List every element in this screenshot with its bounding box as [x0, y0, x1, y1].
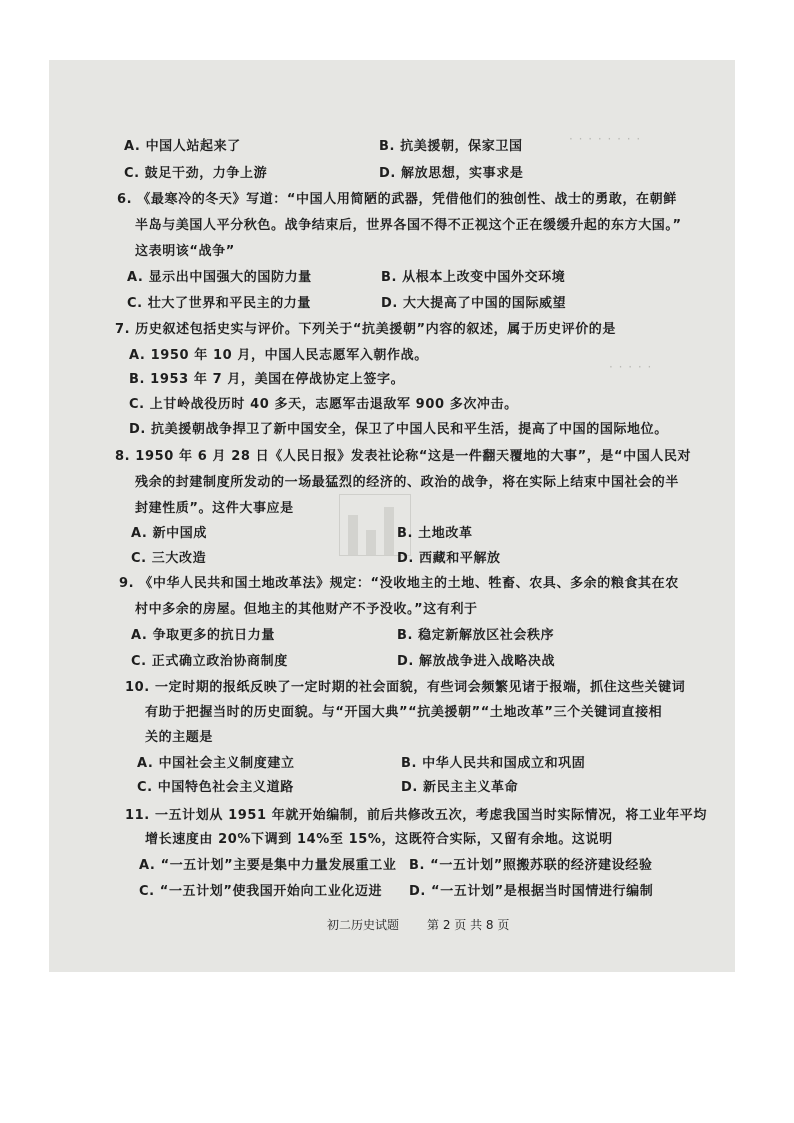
option-b: B. 抗美援朝，保家卫国 — [379, 139, 523, 154]
question-stem: 关的主题是 — [145, 730, 214, 745]
option-a: A. “一五计划”主要是集中力量发展重工业 — [139, 858, 397, 873]
question-stem: 9. 《中华人民共和国土地改革法》规定：“没收地主的土地、牲畜、农具、多余的粮食其在农 — [119, 576, 679, 591]
option-d: D. 解放战争进入战略决战 — [397, 654, 556, 669]
question-stem: 村中多余的房屋。但地主的其他财产不予没收。”这有利于 — [135, 602, 478, 617]
page-footer — [49, 916, 735, 940]
option-b: B. 从根本上改变中国外交环境 — [381, 270, 566, 285]
option-d: D. 大大提高了中国的国际威望 — [381, 296, 567, 311]
option-a: A. 争取更多的抗日力量 — [131, 628, 275, 643]
option-c: C. 上甘岭战役历时 40 多天，志愿军击退敌军 900 多次冲击。 — [129, 397, 518, 412]
question-stem: 封建性质”。这件大事应是 — [135, 501, 294, 516]
option-a: A. 中国社会主义制度建立 — [137, 756, 295, 771]
option-b: B. 土地改革 — [397, 526, 473, 541]
option-d: D. “一五计划”是根据当时国情进行编制 — [409, 884, 654, 899]
option-d: D. 解放思想，实事求是 — [379, 166, 524, 181]
option-b: B. 1953 年 7 月，美国在停战协定上签字。 — [129, 372, 405, 387]
option-a: A. 显示出中国强大的国防力量 — [127, 270, 312, 285]
question-stem: 增长速度由 20%下调到 14%至 15%，这既符合实际，又留有余地。这说明 — [145, 832, 613, 847]
question-stem: 有助于把握当时的历史面貌。与“开国大典”“抗美援朝”“土地改革”三个关键词直接相 — [145, 705, 663, 720]
option-c: C. 鼓足干劲，力争上游 — [124, 166, 268, 181]
option-c: C. “一五计划”使我国开始向工业化迈进 — [139, 884, 383, 899]
option-b: B. “一五计划”照搬苏联的经济建设经验 — [409, 858, 653, 873]
question-stem: 残余的封建制度所发动的一场最猛烈的经济的、政治的战争，将在实际上结束中国社会的半 — [135, 475, 680, 490]
question-stem: 8. 1950 年 6 月 28 日《人民日报》发表社论称“这是一件翻天覆地的大事”，是“中国人民对 — [115, 449, 692, 464]
option-b: B. 中华人民共和国成立和巩固 — [401, 756, 586, 771]
bleed-through: · · · · · — [609, 360, 653, 374]
option-a: A. 中国人站起来了 — [124, 139, 241, 154]
option-d: D. 西藏和平解放 — [397, 551, 501, 566]
option-a: A. 新中国成 — [131, 526, 207, 541]
footer-page-number: 第 2 页 共 8 页 — [427, 918, 510, 932]
question-stem: 6. 《最寒冷的冬天》写道：“中国人用简陋的武器，凭借他们的独创性、战士的勇敢，在朝鲜 — [117, 192, 677, 207]
question-stem: 7. 历史叙述包括史实与评价。下列关于“抗美援朝”内容的叙述，属于历史评价的是 — [115, 322, 616, 337]
scanned-page — [49, 60, 735, 972]
option-c: C. 正式确立政治协商制度 — [131, 654, 288, 669]
option-b: B. 稳定新解放区社会秩序 — [397, 628, 555, 643]
question-stem: 这表明该“战争” — [135, 244, 235, 259]
option-a: A. 1950 年 10 月，中国人民志愿军入朝作战。 — [129, 348, 428, 363]
question-stem: 10. 一定时期的报纸反映了一定时期的社会面貌，有些词会频繁见诸于报端，抓住这些关键词 — [125, 680, 686, 695]
question-stem: 半岛与美国人平分秋色。战争结束后，世界各国不得不正视这个正在缓缓升起的东方大国。” — [135, 218, 682, 233]
option-c: C. 中国特色社会主义道路 — [137, 780, 294, 795]
option-d: D. 抗美援朝战争捍卫了新中国安全，保卫了中国人民和平生活，提高了中国的国际地位。 — [129, 422, 668, 437]
option-c: C. 三大改造 — [131, 551, 207, 566]
question-stem: 11. 一五计划从 1951 年就开始编制，前后共修改五次，考虑我国当时实际情况，将工业年平均 — [125, 808, 707, 823]
option-c: C. 壮大了世界和平民主的力量 — [127, 296, 312, 311]
bleed-through: · · · · · · · · — [569, 132, 642, 146]
footer-subject: 初二历史试题 — [327, 918, 400, 932]
option-d: D. 新民主主义革命 — [401, 780, 519, 795]
